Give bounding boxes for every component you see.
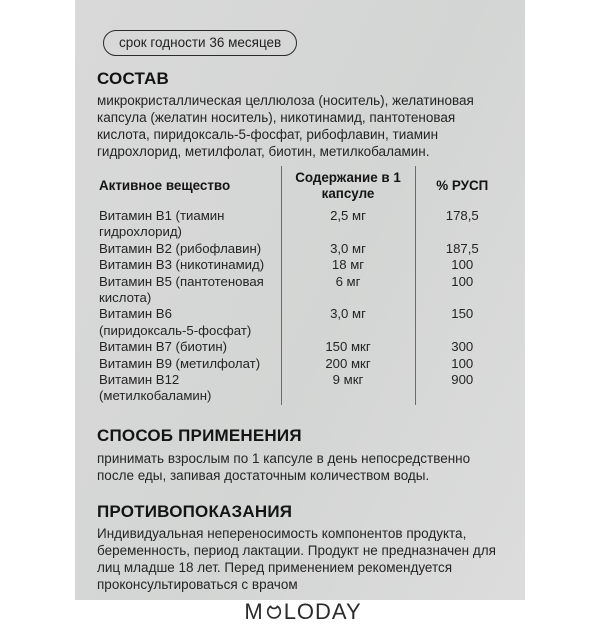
table-row — [97, 372, 509, 405]
table-row — [97, 208, 509, 241]
table-row — [97, 306, 509, 339]
substance-cell: Витамин B1 (тиамин гидрохлорид) — [99, 208, 225, 240]
table-row — [97, 257, 509, 273]
shelf-life-badge — [103, 30, 297, 56]
substance-cell: Витамин B12 (метилкобаламин) — [99, 372, 212, 404]
amount-cell: 200 мкг — [281, 356, 415, 372]
rusp-cell: 150 — [415, 306, 509, 339]
substance-cell: Витамин B3 (никотинамид) — [99, 257, 265, 273]
rusp-cell: 300 — [415, 339, 509, 355]
substance-cell: Витамин B2 (рибофлавин) — [99, 240, 262, 256]
table-header-row — [97, 166, 509, 208]
amount-cell: 9 мкг — [281, 372, 415, 405]
header-active-substance: Активное вещество — [99, 177, 231, 193]
substance-cell: Витамин B6 (пиридоксаль-5-фосфат) — [99, 306, 252, 338]
contraindications-text: Индивидуальная непереносимость компонентов продукта, беременность, период лактации. Продукт не предназначен для лиц младше 18 лет. Перед применением рекомендуется проконсультироваться с врачом — [97, 525, 496, 592]
rusp-cell: 100 — [415, 356, 509, 372]
amount-cell: 2,5 мг — [281, 208, 415, 241]
header-rusp-percent: % РУСП — [415, 166, 509, 208]
table-row — [97, 241, 509, 257]
amount-cell: 6 мг — [281, 274, 415, 307]
substance-cell: Витамин B5 (пантотеновая кислота) — [99, 273, 264, 306]
contraindications-title: ПРОТИВОПОКАЗАНИЯ — [97, 501, 293, 521]
composition-title: СОСТАВ — [97, 69, 169, 88]
rusp-cell: 100 — [415, 257, 509, 273]
table-row — [97, 339, 509, 355]
composition-text: микрокристаллическая целлюлоза (носитель), желатиновая капсула (желатин носитель), никотинамид, пантотеновая кислота, пиридоксаль-5-фосфат, рибофлавин, тиамин гидрохлорид, метилфолат, биотин, метилкобаламин. — [97, 93, 474, 159]
brand-stylized-o-icon — [265, 602, 283, 621]
brand-logo — [97, 599, 509, 625]
rusp-cell: 100 — [415, 274, 509, 307]
nutrition-table-body — [97, 208, 509, 405]
rusp-cell: 187,5 — [415, 241, 509, 257]
nutrition-table — [97, 166, 509, 405]
rusp-cell: 178,5 — [415, 208, 509, 241]
substance-cell: Витамин B7 (биотин) — [99, 339, 227, 355]
amount-cell: 150 мкг — [281, 339, 415, 355]
table-row — [97, 356, 509, 372]
brand-prefix: M — [244, 598, 264, 624]
usage-title: СПОСОБ ПРИМЕНЕНИЯ — [97, 425, 302, 445]
table-row — [97, 274, 509, 307]
rusp-cell: 900 — [415, 372, 509, 405]
usage-text: принимать взрослым по 1 капсуле в день непосредственно после еды, запивая достаточным количеством воды. — [97, 450, 471, 483]
product-label-panel — [75, 0, 525, 624]
amount-cell: 3,0 мг — [281, 241, 415, 257]
amount-cell: 18 мг — [281, 257, 415, 273]
amount-cell: 3,0 мг — [281, 306, 415, 339]
brand-suffix: LODAY — [283, 598, 362, 624]
substance-cell: Витамин B9 (метилфолат) — [99, 355, 261, 371]
header-content-per-capsule: Содержание в 1 капсуле — [281, 166, 415, 208]
shelf-life-text: срок годности 36 месяцев — [119, 35, 282, 50]
